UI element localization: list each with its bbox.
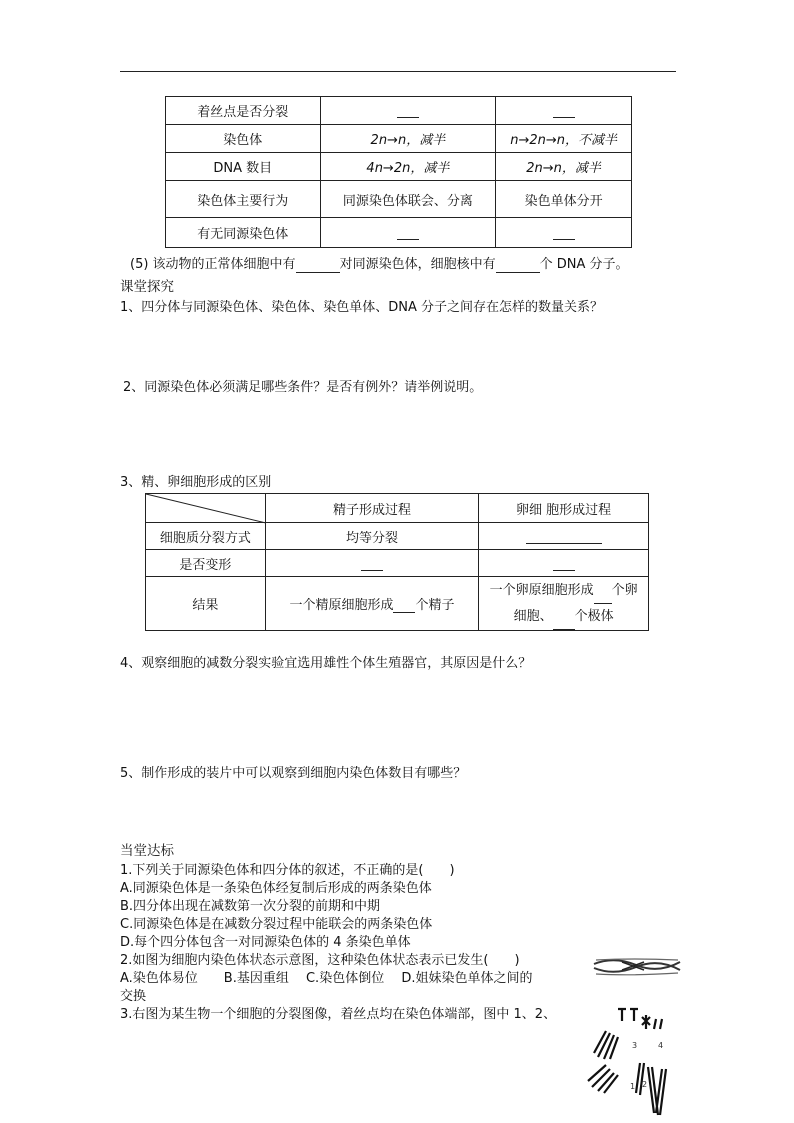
header-rule <box>120 71 676 72</box>
cell-value: 染色单体分开 <box>496 181 632 218</box>
cell-value: 一个卵原细胞形成 个卵 细胞、 个极体 <box>479 577 649 631</box>
row-label: 有无同源染色体 <box>166 218 321 248</box>
row-label: 是否变形 <box>146 550 266 577</box>
test-question-1: 1.下列关于同源染色体和四分体的叙述，不正确的是( ) <box>120 863 455 878</box>
table-row <box>146 550 649 577</box>
table-row <box>166 181 632 218</box>
explore-question-1: 1、四分体与同源染色体、染色体、染色单体、DNA 分子之间存在怎样的数量关系？ <box>120 300 604 315</box>
table-row <box>166 97 632 125</box>
explore-question-2: 2、同源染色体必须满足哪些条件？是否有例外？请举例说明。 <box>123 380 483 395</box>
diagonal-line <box>146 494 266 523</box>
question-5-line: (5) 该动物的正常体细胞中有 对同源染色体，细胞核中有 个 DNA 分子。 <box>130 257 629 272</box>
cell-value: 同源染色体联会、分离 <box>320 181 496 218</box>
answer-blank <box>296 258 340 273</box>
test-option-2-continued: 交换 <box>120 989 147 1004</box>
answer-blank <box>496 97 632 125</box>
row-label: 结果 <box>146 577 266 631</box>
diagonal-header-cell <box>146 494 266 523</box>
answer-blank <box>553 617 575 630</box>
cell-value: 2n→n，减半 <box>320 125 496 153</box>
row-label: 染色体主要行为 <box>166 181 321 218</box>
explore-question-4: 4、观察细胞的减数分裂实验宜选用雄性个体生殖器官，其原因是什么？ <box>120 656 532 671</box>
meiosis-comparison-table <box>165 96 632 248</box>
row-label: DNA 数目 <box>166 153 321 181</box>
cell-value: n→2n→n，不减半 <box>496 125 632 153</box>
gamete-formation-table <box>145 493 649 631</box>
answer-blank <box>479 523 649 550</box>
explore-question-5: 5、制作形成的装片中可以观察到细胞内染色体数目有哪些？ <box>120 766 467 781</box>
test-option-1c: C.同源染色体是在减数分裂过程中能联会的两条染色体 <box>120 917 433 932</box>
figure-label-1: 1 <box>630 1082 636 1091</box>
figure-label-4: 4 <box>658 1041 664 1050</box>
cell-value: 均等分裂 <box>265 523 478 550</box>
answer-blank <box>265 550 478 577</box>
answer-blank <box>479 550 649 577</box>
row-label: 细胞质分裂方式 <box>146 523 266 550</box>
test-option-1d: D.每个四分体包含一对同源染色体的 4 条染色单体 <box>120 935 411 950</box>
section-title-explore: 课堂探究 <box>120 279 174 295</box>
table-row <box>146 494 649 523</box>
test-option-1b: B.四分体出现在减数第一次分裂的前期和中期 <box>120 899 381 914</box>
answer-blank <box>393 600 415 613</box>
cell-value: 2n→n，减半 <box>496 153 632 181</box>
table-row <box>146 577 649 631</box>
table-row <box>166 218 632 248</box>
row-label: 染色体 <box>166 125 321 153</box>
test-question-2: 2.如图为细胞内染色体状态示意图，这种染色体状态表示已发生( ) <box>120 953 520 968</box>
column-header: 精子形成过程 <box>265 494 478 523</box>
answer-blank <box>496 258 540 273</box>
table-row <box>166 125 632 153</box>
cell-value: 一个精原细胞形成 个精子 <box>265 577 478 631</box>
table-row <box>146 523 649 550</box>
figure-label-2: 2 <box>642 1080 648 1089</box>
explore-question-3: 3、精、卵细胞形成的区别 <box>120 475 272 490</box>
cell-division-figure <box>584 1003 676 1121</box>
column-header: 卵细 胞形成过程 <box>479 494 649 523</box>
test-option-1a: A.同源染色体是一条染色体经复制后形成的两条染色体 <box>120 881 432 896</box>
row-label: 着丝点是否分裂 <box>166 97 321 125</box>
test-question-3: 3.右图为某生物一个细胞的分裂图像，着丝点均在染色体端部，图中 1、2、 <box>120 1007 557 1022</box>
section-title-test: 当堂达标 <box>120 843 174 859</box>
answer-blank <box>594 591 612 604</box>
table-row <box>166 153 632 181</box>
answer-blank <box>320 97 496 125</box>
cell-value: 4n→2n，减半 <box>320 153 496 181</box>
figure-label-3: 3 <box>632 1041 638 1050</box>
answer-blank <box>320 218 496 248</box>
answer-blank <box>496 218 632 248</box>
chromosome-crossover-figure <box>592 956 682 980</box>
test-options-2: A.染色体易位 B.基因重组 C.染色体倒位 D.姐妹染色单体之间的 <box>120 971 533 986</box>
